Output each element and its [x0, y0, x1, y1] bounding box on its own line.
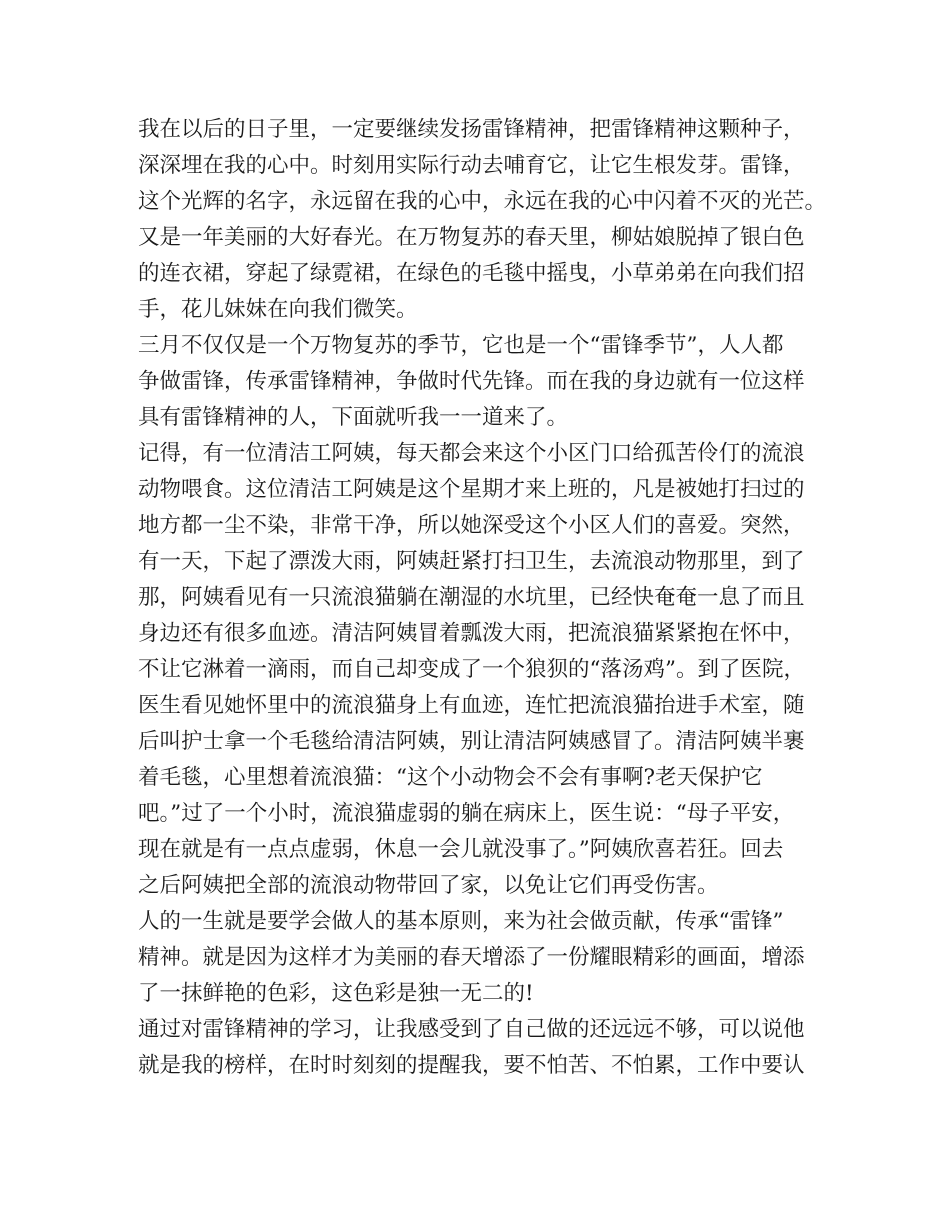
text-line: 又是一年美丽的大好春光。在万物复苏的春天里，柳姑娘脱掉了银白色 — [138, 225, 805, 250]
text-line: 医生看见她怀里中的流浪猫身上有血迹，连忙把流浪猫抬进手术室，随 — [138, 693, 805, 718]
text-line: 着毛毯，心里想着流浪猫：“这个小动物会不会有事啊?老天保护它 — [138, 765, 763, 790]
text-line: 动物喂食。这位清洁工阿姨是这个星期才来上班的，凡是被她打扫过的 — [138, 477, 805, 502]
text-line: 深深埋在我的心中。时刻用实际行动去哺育它，让它生根发芽。雷锋， — [138, 153, 805, 178]
text-line: 我在以后的日子里，一定要继续发扬雷锋精神，把雷锋精神这颗种子， — [138, 117, 805, 142]
text-line: 了一抹鲜艳的色彩，这色彩是独一无二的! — [138, 981, 534, 1006]
document-body — [138, 112, 828, 1084]
text-line: 手，花儿妹妹在向我们微笑。 — [138, 297, 418, 322]
text-line: 的连衣裙，穿起了绿霓裙，在绿色的毛毯中摇曳，小草弟弟在向我们招 — [138, 261, 805, 286]
text-line: 那，阿姨看见有一只流浪猫躺在潮湿的水坑里，已经快奄奄一息了而且 — [138, 585, 805, 610]
text-line: 吧。”过了一个小时，流浪猫虚弱的躺在病床上，医生说：“母子平安， — [138, 801, 795, 826]
text-line: 有一天，下起了漂泼大雨，阿姨赶紧打扫卫生，去流浪动物那里，到了 — [138, 549, 805, 574]
text-line: 就是我的榜样，在时时刻刻的提醒我，要不怕苦、不怕累，工作中要认 — [138, 1053, 805, 1078]
text-line: 后叫护士拿一个毛毯给清洁阿姨，别让清洁阿姨感冒了。清洁阿姨半裹 — [138, 729, 805, 754]
text-line: 具有雷锋精神的人，下面就听我一一道来了。 — [138, 405, 569, 430]
text-line: 人的一生就是要学会做人的基本原则，来为社会做贡献，传承“雷锋” — [138, 909, 784, 934]
text-line: 不让它淋着一滴雨，而自己却变成了一个狼狈的“落汤鸡”。到了医院， — [138, 657, 805, 682]
text-line: 精神。就是因为这样才为美丽的春天增添了一份耀眼精彩的画面，增添 — [138, 945, 805, 970]
text-line: 之后阿姨把全部的流浪动物带回了家，以免让它们再受伤害。 — [138, 873, 719, 898]
text-line: 通过对雷锋精神的学习，让我感受到了自己做的还远远不够，可以说他 — [138, 1017, 805, 1042]
text-line: 身边还有很多血迹。清洁阿姨冒着瓢泼大雨，把流浪猫紧紧抱在怀中， — [138, 621, 805, 646]
text-line: 争做雷锋，传承雷锋精神，争做时代先锋。而在我的身边就有一位这样 — [138, 369, 805, 394]
text-line: 地方都一尘不染，非常干净，所以她深受这个小区人们的喜爱。突然， — [138, 513, 805, 538]
text-line: 记得，有一位清洁工阿姨，每天都会来这个小区门口给孤苦伶仃的流浪 — [138, 441, 805, 466]
text-line: 这个光辉的名字，永远留在我的心中，永远在我的心中闪着不灭的光芒。 — [138, 189, 827, 214]
text-line: 三月不仅仅是一个万物复苏的季节，它也是一个“雷锋季节”，人人都 — [138, 333, 784, 358]
text-line: 现在就是有一点点虚弱，休息一会儿就没事了。”阿姨欣喜若狂。回去 — [138, 837, 784, 862]
